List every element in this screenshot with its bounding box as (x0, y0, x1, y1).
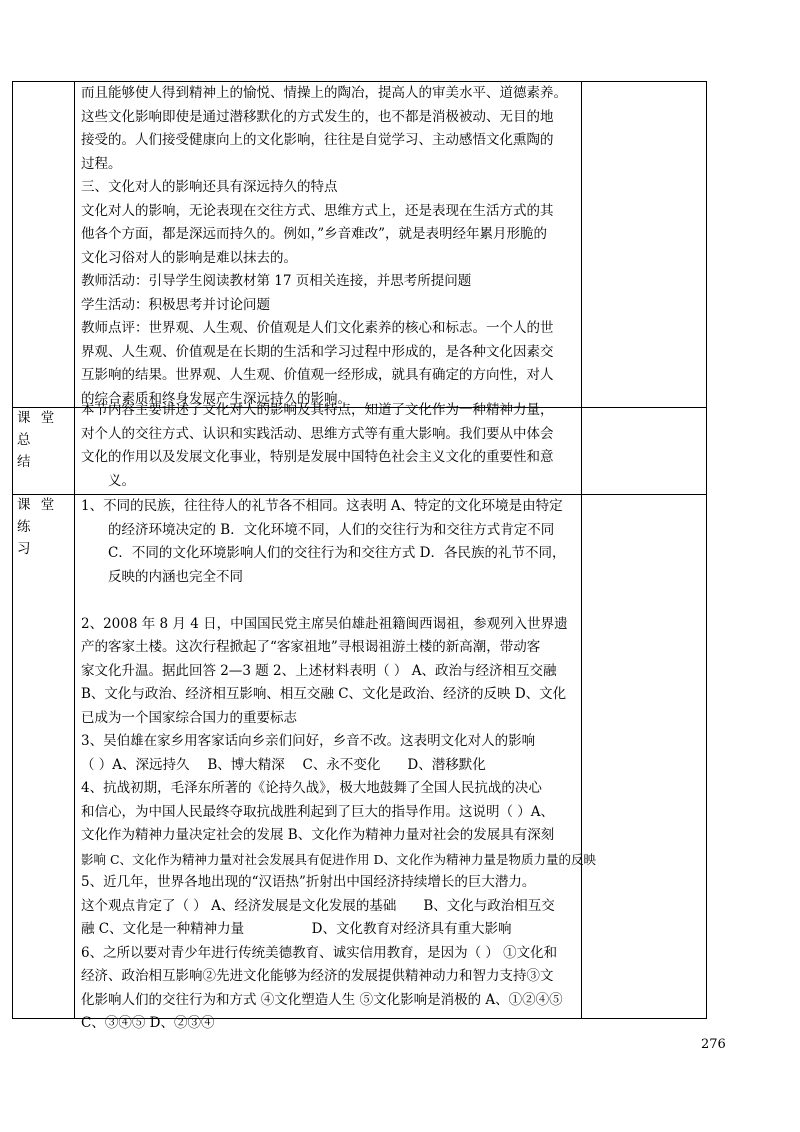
teacher-activity: 教师活动：引导学生阅读教材第 17 页相关连接，并思考所提问题 (81, 273, 472, 289)
question-5: 5、近几年，世界各地出现的“汉语热”折射出中国经济持续增长的巨大潜力。 这个观点肯定了（ ） A、经济发展是文化发展的基础 B、文化与政治相互交 融 C、文化是一种精神力量 D、文化教育对经济具有重大影响 (81, 874, 555, 937)
text-line: 本节内容主要讲述了文化对人的影响及其特点，知道了文化作为一种精神力量， (81, 402, 554, 418)
text-line: 文化习俗对人的影响是难以抹去的。 (81, 249, 297, 266)
question-4: 4、抗战初期，毛泽东所著的《论持久战》，极大地鼓舞了全国人民抗战的决心 和信心，为中国人民最终夺取抗战胜利起到了巨大的指导作用。这说明（ ）A、 文化作为精神力量决定社会的发展 B、文化作为精神力量对社会的发展具有深刻 影响 C、文化作为精神力量对社会发展具有促进作用 D、文化作为精神力量是物质力量的反映 (81, 780, 597, 867)
page-number: 276 (701, 1037, 726, 1052)
spacer (81, 589, 596, 613)
text-line: 而且能够使人得到精神上的愉悦、情操上的陶冶，提高人的审美水平、道德素养。 (81, 85, 567, 101)
text-line: 过程。 (81, 155, 122, 172)
lesson-content-cell (81, 82, 567, 411)
question-2: 2、2008 年 8 月 4 日，中国国民党主席吴伯雄赴祖籍闽西谒祖，参观列入世界遗 产的客家土楼。这次行程掀起了“客家祖地”寻根谒祖游土楼的新高潮，带动客 家文化升温。据此回答 2—3 题 2、上述材料表明（ ） A、政治与经济相互交融 B、文化与政治、经济相互影响、相互交融 C、文化是政治、经济的反映 D、文化 已成为一个国家综合国力的重要标志 (81, 615, 568, 726)
text-line: 接受的。人们接受健康向上的文化影响，往往是自觉学习、主动感悟文化熏陶的 (81, 132, 554, 148)
text-line: 对个人的交往方式、认识和实践活动、思维方式等有重大影响。我们要从中体会 (81, 425, 554, 442)
text-line: 文化对人的影响，无论表现在交往方式、思维方式上，还是表现在生活方式的其 (81, 202, 554, 219)
lesson-table (12, 81, 707, 1031)
student-activity: 学生活动：积极思考并讨论问题 (81, 296, 270, 313)
exercise-cell (81, 495, 596, 1036)
teacher-comment: 教师点评：世界观、人生观、价值观是人们文化素养的核心和标志。一个人的世 (81, 320, 554, 336)
text-line: 的综合素质和终身发展产生深远持久的影响。 (81, 390, 351, 407)
summary-label: 课 堂 总 结 (17, 410, 58, 470)
question-1: 1、不同的民族，往往待人的礼节各不相同。这表明 A、特定的文化环境是由特定 的经济环境决定的 B．文化环境不同，人们的交往行为和交往方式肯定不同 C．不同的文化环境影响人们的交往行为和交往方式 D．各民族的礼节不同， 反映的内涵也完全不同 (81, 498, 566, 585)
text-line: 互影响的结果。世界观、人生观、价值观一经形成，就具有确定的方向性，对人 (81, 367, 554, 383)
summary-cell (81, 399, 554, 493)
text-line: 他各个方面，都是深远而持久的。例如，”乡音难改”，就是表明经年累月形脆的 (81, 226, 548, 242)
text-line: 界观、人生观、价值观是在长期的生活和学习过程中形成的，是各种文化因素交 (81, 343, 554, 360)
text-line: 义。 (108, 472, 135, 489)
text-line: 文化的作用以及发展文化事业，特别是发展中国特色社会主义文化的重要性和意 (81, 449, 554, 465)
section-heading: 三、文化对人的影响还具有深远持久的特点 (81, 179, 338, 195)
column-divider-label (74, 82, 75, 1018)
text-line: 这些文化影响即使是通过潜移默化的方式发生的，也不都是消极被动、无目的地 (81, 108, 554, 125)
question-3: 3、吴伯雄在家乡用客家话向乡亲们问好，乡音不改。这表明文化对人的影响 （ ）A、深远持久 B、博大精深 C、永不变化 D、潜移默化 (81, 733, 536, 773)
exercise-label: 课 堂 练 习 (17, 497, 58, 557)
question-6: 6、之所以要对青少年进行传统美德教育、诚实信用教育，是因为（ ） ①文化和 经济、政治相互影响②先进文化能够为经济的发展提供精神动力和智力支持③文 化影响人们的交往行为和方式 ④文化塑造人生 ⑤文化影响是消极的 A、①②④⑤ C、③④⑤ D、②③④ (81, 944, 563, 1031)
